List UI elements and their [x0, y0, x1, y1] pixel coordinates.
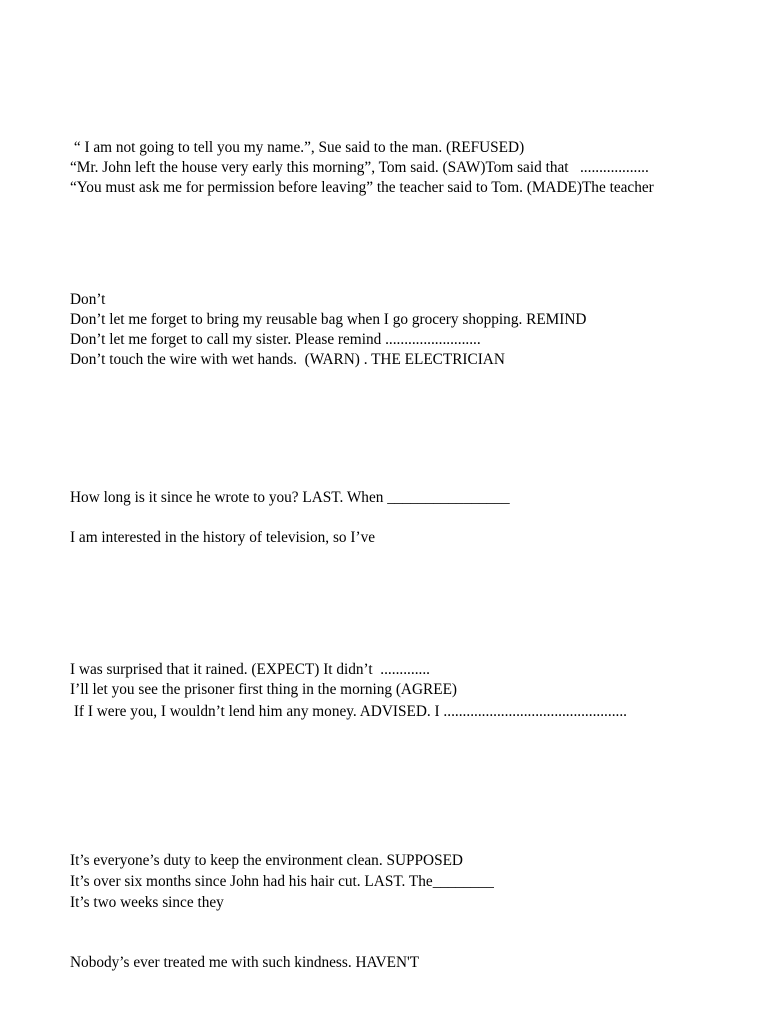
exercise-line: “Mr. John left the house very early this morning”, Tom said. (SAW)Tom said that .................. — [70, 159, 649, 176]
exercise-line: It’s two weeks since they — [70, 894, 224, 911]
exercise-line: Don’t touch the wire with wet hands. (WARN) . THE ELECTRICIAN — [70, 351, 505, 368]
exercise-line: I’ll let you see the prisoner first thing in the morning (AGREE) — [70, 681, 458, 698]
exercise-line: It’s everyone’s duty to keep the environment clean. SUPPOSED — [70, 852, 463, 869]
exercise-line: “ I am not going to tell you my name.”, Sue said to the man. (REFUSED) — [70, 139, 525, 156]
exercise-line: How long is it since he wrote to you? LAST. When ________________ — [70, 489, 510, 506]
exercise-line: Don’t let me forget to call my sister. Please remind ......................... — [70, 331, 481, 348]
exercise-line: “You must ask me for permission before leaving” the teacher said to Tom. (MADE)The teacher — [70, 179, 654, 196]
exercise-line: Nobody’s ever treated me with such kindness. HAVEN'T — [70, 954, 420, 971]
exercise-line: I was surprised that it rained. (EXPECT) It didn’t ............. — [70, 661, 430, 678]
exercise-line: If I were you, I wouldn’t lend him any money. ADVISED. I ................................................ — [70, 703, 627, 720]
exercise-line: Don’t let me forget to bring my reusable bag when I go grocery shopping. REMIND — [70, 311, 587, 328]
exercise-line: It’s over six months since John had his hair cut. LAST. The________ — [70, 873, 494, 890]
exercise-line: Don’t — [70, 291, 106, 308]
exercise-line: I am interested in the history of television, so I’ve — [70, 529, 376, 546]
